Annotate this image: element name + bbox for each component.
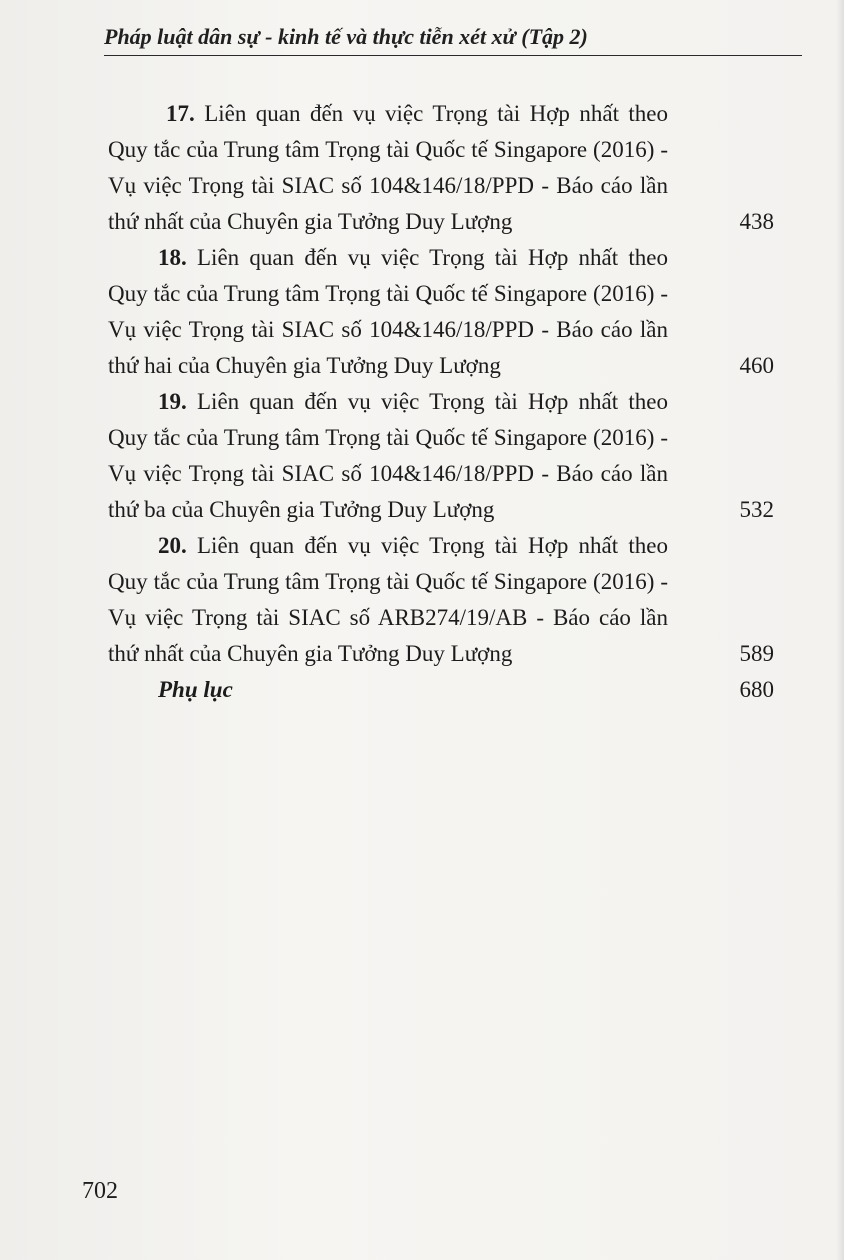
toc-entry-page: 532 xyxy=(739,497,774,522)
toc-entry-page: 438 xyxy=(739,209,774,234)
toc-entry-number: 19. xyxy=(158,389,187,414)
toc-entry-text xyxy=(108,384,668,528)
toc-entry-page: 460 xyxy=(739,353,774,378)
appendix-label: Phụ lục xyxy=(158,677,233,702)
toc-entry-text xyxy=(108,528,668,672)
toc-entry-number: 17. xyxy=(166,101,195,126)
page-number: 702 xyxy=(82,1178,118,1204)
header-rule xyxy=(104,55,802,56)
toc-entry-text xyxy=(108,96,668,240)
toc-entry-title: Liên quan đến vụ việc Trọng tài Hợp nhất theo Quy tắc của Trung tâm Trọng tài Quốc tế Singapore (2016) - Vụ việc Trọng tài SIAC số ARB274/19/AB - Báo cáo lần thứ nhất của Chuyên gia Tưởng Duy Lượng xyxy=(108,533,668,666)
toc-appendix xyxy=(108,672,778,708)
table-of-contents xyxy=(108,96,778,708)
toc-entry-title: Liên quan đến vụ việc Trọng tài Hợp nhất theo Quy tắc của Trung tâm Trọng tài Quốc tế Singapore (2016) - Vụ việc Trọng tài SIAC số 104&146/18/PPD - Báo cáo lần thứ ba của Chuyên gia Tưởng Duy Lượng xyxy=(108,389,668,522)
toc-entry-page: 589 xyxy=(739,641,774,666)
toc-entry-text xyxy=(108,240,668,384)
toc-entry-number: 18. xyxy=(158,245,187,270)
toc-entry-number: 20. xyxy=(158,533,187,558)
toc-entry-18 xyxy=(108,240,778,384)
toc-entry-20 xyxy=(108,528,778,672)
toc-entry-title: Liên quan đến vụ việc Trọng tài Hợp nhất theo Quy tắc của Trung tâm Trọng tài Quốc tế Singapore (2016) - Vụ việc Trọng tài SIAC số 104&146/18/PPD - Báo cáo lần thứ nhất của Chuyên gia Tưởng Duy Lượng xyxy=(108,101,668,234)
page-edge-shadow xyxy=(836,0,844,1260)
toc-entry-19 xyxy=(108,384,778,528)
toc-entry-title: Liên quan đến vụ việc Trọng tài Hợp nhất theo Quy tắc của Trung tâm Trọng tài Quốc tế Singapore (2016) - Vụ việc Trọng tài SIAC số 104&146/18/PPD - Báo cáo lần thứ hai của Chuyên gia Tưởng Duy Lượng xyxy=(108,245,668,378)
running-header: Pháp luật dân sự - kinh tế và thực tiễn xét xử (Tập 2) xyxy=(104,24,588,49)
appendix-page: 680 xyxy=(739,677,774,702)
toc-entry-17 xyxy=(108,96,778,240)
